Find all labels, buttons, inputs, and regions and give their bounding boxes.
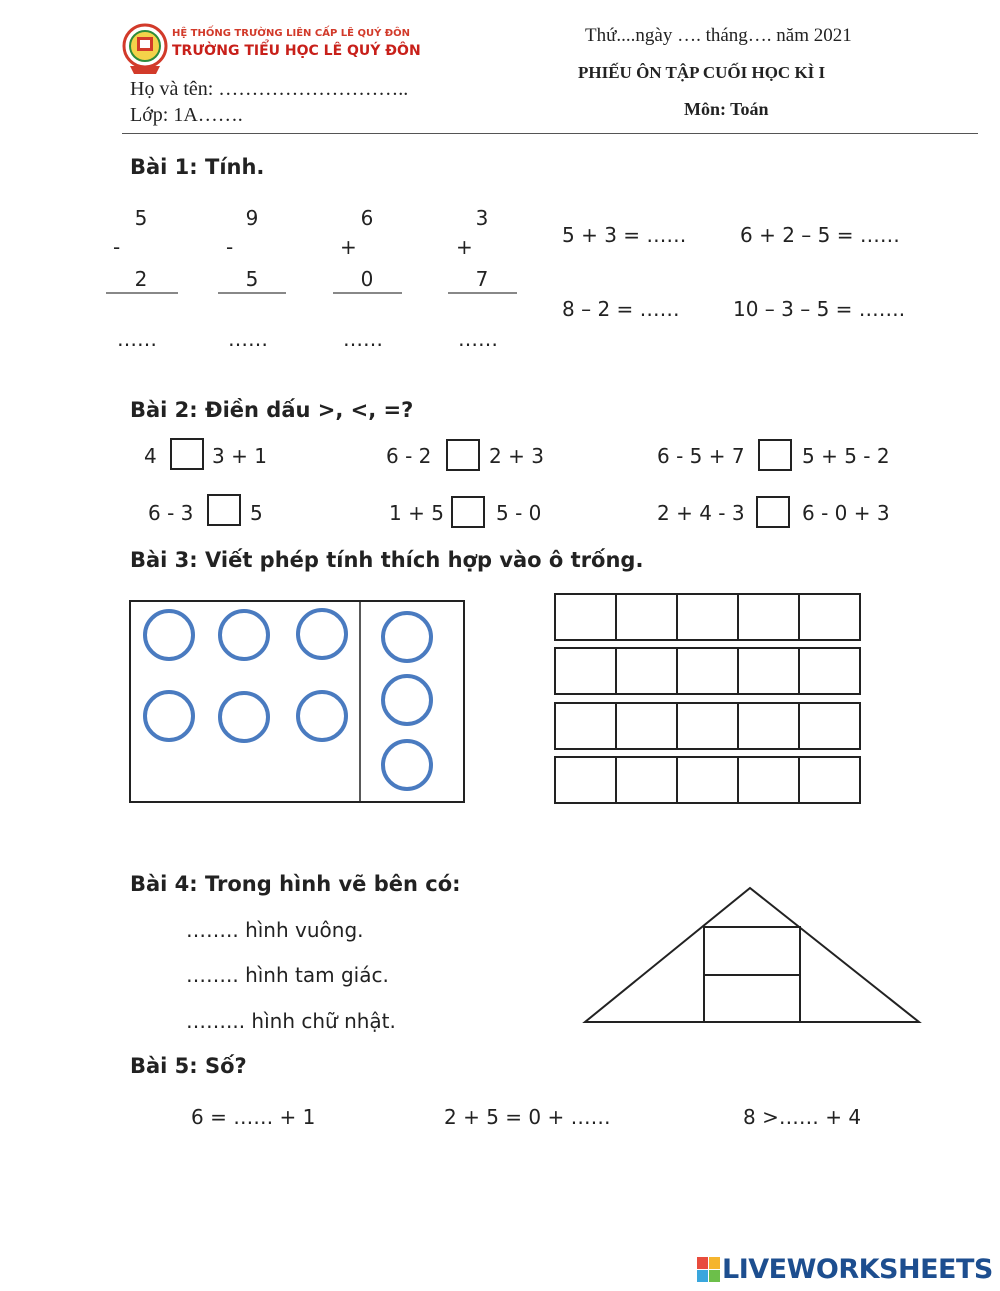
answer-cell[interactable] [677, 594, 738, 640]
compare-left: 6 - 3 [148, 501, 194, 525]
answer-cell[interactable] [799, 594, 860, 640]
answer-grid-row-1 [554, 593, 861, 641]
answer-grid-row-4 [554, 756, 861, 804]
answer-cell[interactable] [677, 648, 738, 694]
answer-cell[interactable] [616, 757, 677, 803]
calc-operator: - [113, 235, 121, 259]
answer-cell[interactable] [738, 594, 799, 640]
answer-cell[interactable] [799, 757, 860, 803]
school-logo [122, 22, 168, 78]
row-expression[interactable]: 5 + 3 = …… [562, 223, 687, 247]
calc-top: 5 [134, 206, 148, 230]
calc-top: 6 [360, 206, 374, 230]
answer-cell[interactable] [799, 648, 860, 694]
compare-answer-box[interactable] [446, 439, 480, 471]
liveworksheets-brand: LIVEWORKSHEETS [722, 1254, 993, 1285]
row-expression[interactable]: 10 – 3 – 5 = ……. [733, 297, 906, 321]
circles-picture [129, 600, 465, 803]
answer-cell[interactable] [677, 757, 738, 803]
exercise-3-title: Bài 3: Viết phép tính thích hợp vào ô trống. [130, 548, 644, 572]
calc-line [448, 292, 517, 294]
compare-right: 5 + 5 - 2 [802, 444, 890, 468]
answer-cell[interactable] [555, 703, 616, 749]
compare-left: 6 - 2 [386, 444, 432, 468]
calc-operator: + [340, 235, 357, 259]
exercise-2-title: Bài 2: Điền dấu >, <, =? [130, 398, 414, 422]
compare-left: 2 + 4 - 3 [657, 501, 745, 525]
answer-cell[interactable] [616, 648, 677, 694]
answer-grid-row-2 [554, 647, 861, 695]
number-expression[interactable]: 8 >…… + 4 [743, 1105, 862, 1129]
compare-answer-box[interactable] [756, 496, 790, 528]
number-expression[interactable]: 2 + 5 = 0 + …… [444, 1105, 611, 1129]
calc-operator: - [226, 235, 234, 259]
answer-cell[interactable] [555, 594, 616, 640]
compare-answer-box[interactable] [758, 439, 792, 471]
exercise-1-title: Bài 1: Tính. [130, 155, 265, 179]
subject-label: Môn: Toán [684, 99, 769, 119]
school-name-text: TRƯỜNG TIỂU HỌC LÊ QUÝ ĐÔN [172, 43, 421, 59]
answer-cell[interactable] [738, 757, 799, 803]
number-expression[interactable]: 6 = …… + 1 [191, 1105, 316, 1129]
document-title: PHIẾU ÔN TẬP CUỐI HỌC KÌ I [578, 63, 826, 82]
date-line: Thứ....ngày …. tháng…. năm 2021 [585, 25, 852, 46]
compare-answer-box[interactable] [170, 438, 204, 470]
calc-line [218, 292, 286, 294]
calc-answer-blank[interactable]: …… [343, 327, 383, 351]
name-line: Họ và tên: ……………………….. [130, 78, 409, 100]
compare-right: 6 - 0 + 3 [802, 501, 890, 525]
calc-bottom: 0 [360, 267, 374, 291]
compare-answer-box[interactable] [207, 494, 241, 526]
calc-bottom: 5 [245, 267, 259, 291]
calc-line [333, 292, 402, 294]
shape-count-squares[interactable]: …….. hình vuông. [186, 918, 364, 942]
exercise-5-title: Bài 5: Số? [130, 1054, 247, 1078]
compare-left: 6 - 5 + 7 [657, 444, 745, 468]
answer-cell[interactable] [799, 703, 860, 749]
exercise-4-title: Bài 4: Trong hình vẽ bên có: [130, 872, 461, 896]
answer-cell[interactable] [616, 594, 677, 640]
calc-top: 9 [245, 206, 259, 230]
calc-answer-blank[interactable]: …… [458, 327, 498, 351]
answer-cell[interactable] [555, 648, 616, 694]
calc-answer-blank[interactable]: …… [117, 327, 157, 351]
answer-cell[interactable] [616, 703, 677, 749]
calc-bottom: 2 [134, 267, 148, 291]
shape-count-triangles[interactable]: …….. hình tam giác. [186, 963, 389, 987]
calc-answer-blank[interactable]: …… [228, 327, 268, 351]
answer-grid-row-3 [554, 702, 861, 750]
calc-top: 3 [475, 206, 489, 230]
class-line: Lớp: 1A……. [130, 104, 243, 126]
compare-right: 2 + 3 [489, 444, 544, 468]
row-expression[interactable]: 6 + 2 – 5 = …… [740, 223, 900, 247]
header-divider [122, 133, 978, 134]
compare-right: 5 [250, 501, 263, 525]
calc-operator: + [456, 235, 473, 259]
row-expression[interactable]: 8 – 2 = …… [562, 297, 680, 321]
liveworksheets-logo-icon [697, 1257, 721, 1283]
compare-right: 3 + 1 [212, 444, 267, 468]
compare-right: 5 - 0 [496, 501, 542, 525]
compare-left: 1 + 5 [389, 501, 444, 525]
answer-cell[interactable] [738, 648, 799, 694]
answer-cell[interactable] [677, 703, 738, 749]
answer-cell[interactable] [555, 757, 616, 803]
answer-cell[interactable] [738, 703, 799, 749]
shapes-figure [580, 884, 924, 1026]
calc-line [106, 292, 178, 294]
school-system-text: HỆ THỐNG TRƯỜNG LIÊN CẤP LÊ QUÝ ĐÔN [172, 28, 411, 39]
compare-left: 4 [144, 444, 157, 468]
shape-count-rectangles[interactable]: ……... hình chữ nhật. [186, 1009, 396, 1033]
calc-bottom: 7 [475, 267, 489, 291]
compare-answer-box[interactable] [451, 496, 485, 528]
